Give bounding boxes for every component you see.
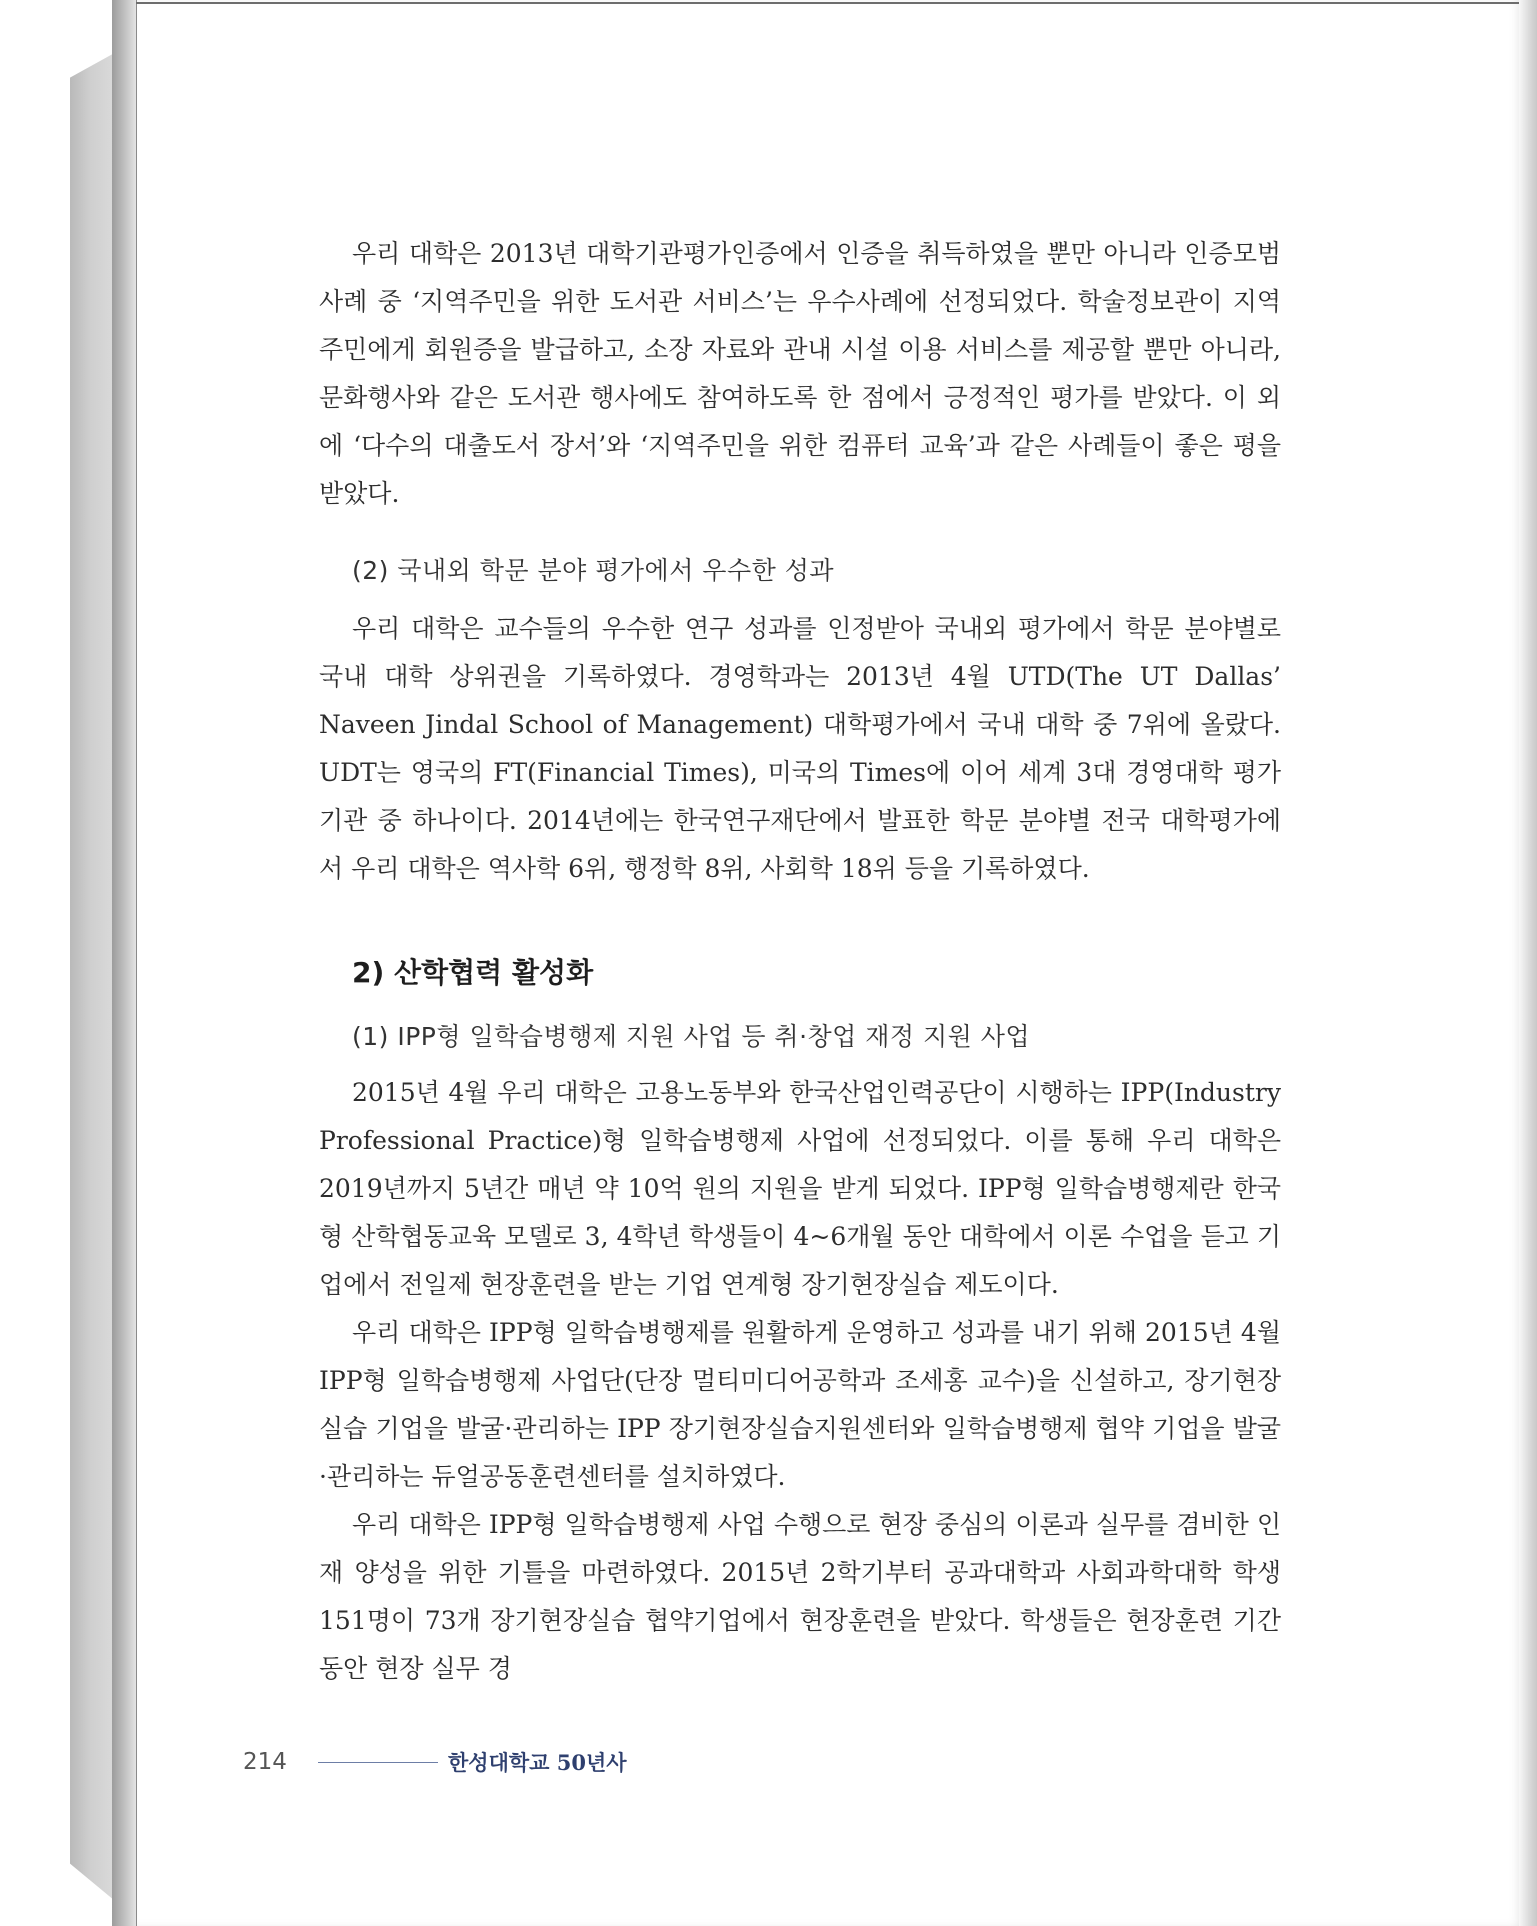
paragraph-research-ranking: 우리 대학은 교수들의 우수한 연구 성과를 인정받아 국내외 평가에서 학문 분야별로 국내 대학 상위권을 기록하였다. 경영학과는 2013년 4월 UTD(The UT Dallas’ Naveen Jindal School of Management) 대학평가에서 국내 대학 중 7위에 올랐다. UDT는 영국의 FT(Financial Times), 미국의 Times에 이어 세계 3대 경영대학 평가기관 중 하나이다. 2014년에는 한국연구재단에서 발표한 학문 분야별 전국 대학평가에서 우리 대학은 역사학 6위, 행정학 8위, 사회학 18위 등을 기록하였다.	[319, 614, 1281, 883]
subheading-ipp-program: (1) IPP형 일학습병행제 지원 사업 등 취·창업 재정 지원 사업	[352, 1022, 1031, 1051]
paragraph-ipp-results: 우리 대학은 IPP형 일학습병행제 사업 수행으로 현장 중심의 이론과 실무를 겸비한 인재 양성을 위한 기틀을 마련하였다. 2015년 2학기부터 공과대학과 사회과학대학 학생 151명이 73개 장기현장실습 협약기업에서 현장훈련을 받았다. 학생들은 현장훈련 기간 동안 현장 실무 경	[319, 1510, 1281, 1683]
page-content	[319, 230, 1281, 1693]
page-footer	[243, 1747, 627, 1777]
paragraph-ipp-selection: 2015년 4월 우리 대학은 고용노동부와 한국산업인력공단이 시행하는 IPP(Industry Professional Practice)형 일학습병행제 사업에 선정되었다. 이를 통해 우리 대학은 2019년까지 5년간 매년 약 10억 원의 지원을 받게 되었다. IPP형 일학습병행제란 한국형 산학협동교육 모델로 3, 4학년 학생들이 4~6개월 동안 대학에서 이론 수업을 듣고 기업에서 전일제 현장훈련을 받는 기업 연계형 장기현장실습 제도이다.	[319, 1078, 1281, 1299]
page-number: 214	[243, 1749, 287, 1775]
page-right-shadow	[1519, 0, 1537, 1926]
footer-divider	[318, 1762, 438, 1763]
page-top-border	[136, 2, 1521, 4]
section-heading-industry-cooperation: 2) 산학협력 활성화	[352, 956, 594, 989]
paragraph-ipp-operation: 우리 대학은 IPP형 일학습병행제를 원활하게 운영하고 성과를 내기 위해 2015년 4월 IPP형 일학습병행제 사업단(단장 멀티미디어공학과 조세홍 교수)을 신설하고, 장기현장실습 기업을 발굴·관리하는 IPP 장기현장실습지원센터와 일학습병행제 협약 기업을 발굴·관리하는 듀얼공동훈련센터를 설치하였다.	[319, 1318, 1281, 1491]
paragraph-library-award: 우리 대학은 2013년 대학기관평가인증에서 인증을 취득하였을 뿐만 아니라 인증모범사례 중 ‘지역주민을 위한 도서관 서비스’는 우수사례에 선정되었다. 학술정보관이 지역주민에게 회원증을 발급하고, 소장 자료와 관내 시설 이용 서비스를 제공할 뿐만 아니라, 문화행사와 같은 도서관 행사에도 참여하도록 한 점에서 긍정적인 평가를 받았다. 이 외에 ‘다수의 대출도서 장서’와 ‘지역주민을 위한 컴퓨터 교육’과 같은 사례들이 좋은 평을 받았다.	[319, 239, 1281, 508]
subheading-research-evaluation: (2) 국내외 학문 분야 평가에서 우수한 성과	[352, 556, 834, 585]
book-spine-edge	[112, 0, 138, 1926]
book-title: 한성대학교 50년사	[448, 1750, 627, 1775]
